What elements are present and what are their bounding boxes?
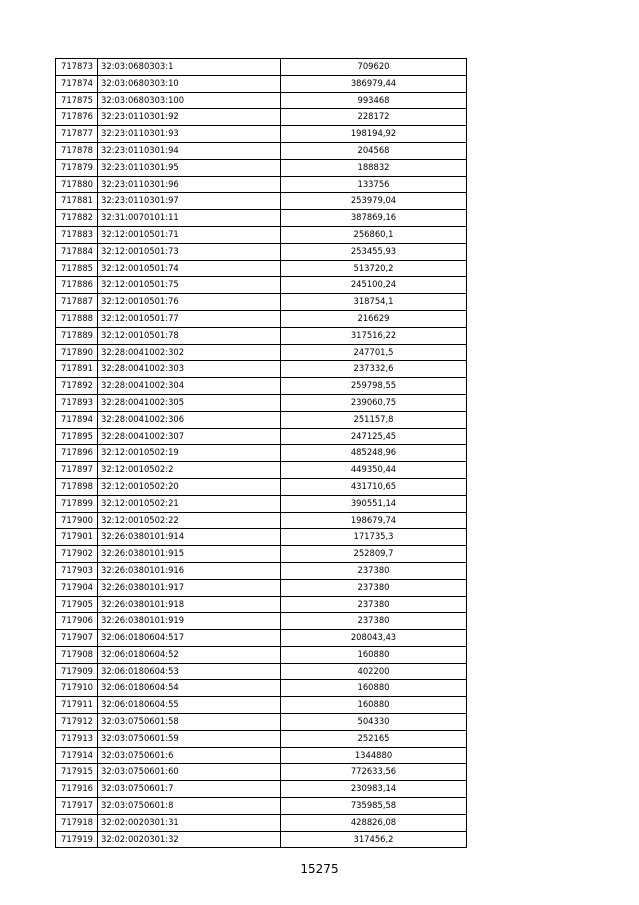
cadastral-number-cell: 32:03:0750601:7 <box>98 781 281 798</box>
cadastral-number-cell: 32:03:0750601:6 <box>98 747 281 764</box>
row-number-cell: 717875 <box>56 92 98 109</box>
value-cell: 245100,24 <box>281 277 467 294</box>
value-cell: 709620 <box>281 59 467 76</box>
cadastral-number-cell: 32:12:0010502:20 <box>98 478 281 495</box>
value-cell: 318754,1 <box>281 294 467 311</box>
value-cell: 171735,3 <box>281 529 467 546</box>
row-number-cell: 717918 <box>56 814 98 831</box>
value-cell: 208043,43 <box>281 630 467 647</box>
value-cell: 1344880 <box>281 747 467 764</box>
cadastral-number-cell: 32:03:0750601:8 <box>98 798 281 815</box>
row-number-cell: 717912 <box>56 714 98 731</box>
value-cell: 253979,04 <box>281 193 467 210</box>
row-number-cell: 717873 <box>56 59 98 76</box>
row-number-cell: 717896 <box>56 445 98 462</box>
value-cell: 228172 <box>281 109 467 126</box>
table-row <box>56 613 467 630</box>
row-number-cell: 717913 <box>56 730 98 747</box>
table-row <box>56 327 467 344</box>
table-row <box>56 495 467 512</box>
value-cell: 485248,96 <box>281 445 467 462</box>
table-row <box>56 462 467 479</box>
table-row <box>56 361 467 378</box>
value-cell: 188832 <box>281 159 467 176</box>
cadastral-number-cell: 32:23:0110301:96 <box>98 176 281 193</box>
row-number-cell: 717894 <box>56 411 98 428</box>
value-cell: 317516,22 <box>281 327 467 344</box>
value-cell: 237380 <box>281 596 467 613</box>
cadastral-number-cell: 32:23:0110301:92 <box>98 109 281 126</box>
cadastral-number-cell: 32:26:0380101:919 <box>98 613 281 630</box>
table-row <box>56 814 467 831</box>
row-number-cell: 717910 <box>56 680 98 697</box>
row-number-cell: 717891 <box>56 361 98 378</box>
cadastral-number-cell: 32:12:0010501:75 <box>98 277 281 294</box>
cadastral-number-cell: 32:12:0010502:22 <box>98 512 281 529</box>
value-cell: 252809,7 <box>281 546 467 563</box>
table-row <box>56 159 467 176</box>
table-row <box>56 75 467 92</box>
row-number-cell: 717889 <box>56 327 98 344</box>
value-cell: 237380 <box>281 562 467 579</box>
row-number-cell: 717906 <box>56 613 98 630</box>
row-number-cell: 717901 <box>56 529 98 546</box>
table-row <box>56 680 467 697</box>
cadastral-number-cell: 32:28:0041002:302 <box>98 344 281 361</box>
cadastral-number-cell: 32:03:0750601:60 <box>98 764 281 781</box>
value-cell: 386979,44 <box>281 75 467 92</box>
cadastral-number-cell: 32:03:0680303:100 <box>98 92 281 109</box>
cadastral-number-cell: 32:02:0020301:31 <box>98 814 281 831</box>
table-row <box>56 126 467 143</box>
cadastral-number-cell: 32:26:0380101:915 <box>98 546 281 563</box>
table-row <box>56 747 467 764</box>
value-cell: 247701,5 <box>281 344 467 361</box>
row-number-cell: 717892 <box>56 378 98 395</box>
value-cell: 390551,14 <box>281 495 467 512</box>
value-cell: 431710,65 <box>281 478 467 495</box>
row-number-cell: 717879 <box>56 159 98 176</box>
page-number: 15275 <box>300 862 339 876</box>
row-number-cell: 717888 <box>56 310 98 327</box>
row-number-cell: 717916 <box>56 781 98 798</box>
cadastral-number-cell: 32:12:0010502:2 <box>98 462 281 479</box>
row-number-cell: 717905 <box>56 596 98 613</box>
value-cell: 237380 <box>281 579 467 596</box>
cadastral-number-cell: 32:12:0010502:19 <box>98 445 281 462</box>
cadastral-number-cell: 32:28:0041002:306 <box>98 411 281 428</box>
table-row <box>56 394 467 411</box>
table-body <box>56 59 467 848</box>
value-cell: 216629 <box>281 310 467 327</box>
table-row <box>56 562 467 579</box>
cadastral-number-cell: 32:12:0010501:78 <box>98 327 281 344</box>
cadastral-number-cell: 32:31:0070101:11 <box>98 210 281 227</box>
value-cell: 204568 <box>281 142 467 159</box>
cadastral-number-cell: 32:06:0180604:55 <box>98 697 281 714</box>
value-cell: 259798,55 <box>281 378 467 395</box>
cadastral-number-cell: 32:23:0110301:94 <box>98 142 281 159</box>
value-cell: 237332,6 <box>281 361 467 378</box>
cadastral-value-table <box>55 58 467 848</box>
table-row <box>56 210 467 227</box>
table-row <box>56 260 467 277</box>
cadastral-number-cell: 32:23:0110301:97 <box>98 193 281 210</box>
cadastral-number-cell: 32:06:0180604:53 <box>98 663 281 680</box>
row-number-cell: 717881 <box>56 193 98 210</box>
table-row <box>56 478 467 495</box>
table-row <box>56 59 467 76</box>
value-cell: 160880 <box>281 697 467 714</box>
table-row <box>56 781 467 798</box>
value-cell: 252165 <box>281 730 467 747</box>
table-row <box>56 646 467 663</box>
table-row <box>56 176 467 193</box>
row-number-cell: 717876 <box>56 109 98 126</box>
table-row <box>56 92 467 109</box>
cadastral-number-cell: 32:12:0010501:73 <box>98 243 281 260</box>
row-number-cell: 717884 <box>56 243 98 260</box>
cadastral-number-cell: 32:02:0020301:32 <box>98 831 281 848</box>
value-cell: 428826,08 <box>281 814 467 831</box>
cadastral-number-cell: 32:03:0750601:59 <box>98 730 281 747</box>
row-number-cell: 717883 <box>56 226 98 243</box>
value-cell: 237380 <box>281 613 467 630</box>
table-row <box>56 277 467 294</box>
value-cell: 735985,58 <box>281 798 467 815</box>
cadastral-number-cell: 32:12:0010502:21 <box>98 495 281 512</box>
value-cell: 993468 <box>281 92 467 109</box>
table-row <box>56 294 467 311</box>
cadastral-number-cell: 32:03:0680303:1 <box>98 59 281 76</box>
value-cell: 160880 <box>281 680 467 697</box>
table-row <box>56 344 467 361</box>
value-cell: 160880 <box>281 646 467 663</box>
table-row <box>56 310 467 327</box>
row-number-cell: 717882 <box>56 210 98 227</box>
value-cell: 198679,74 <box>281 512 467 529</box>
table-row <box>56 142 467 159</box>
row-number-cell: 717915 <box>56 764 98 781</box>
table-row <box>56 546 467 563</box>
cadastral-number-cell: 32:23:0110301:95 <box>98 159 281 176</box>
cadastral-number-cell: 32:12:0010501:76 <box>98 294 281 311</box>
row-number-cell: 717900 <box>56 512 98 529</box>
cadastral-number-cell: 32:26:0380101:918 <box>98 596 281 613</box>
row-number-cell: 717880 <box>56 176 98 193</box>
table-row <box>56 512 467 529</box>
cadastral-number-cell: 32:28:0041002:304 <box>98 378 281 395</box>
cadastral-number-cell: 32:03:0680303:10 <box>98 75 281 92</box>
cadastral-number-cell: 32:26:0380101:914 <box>98 529 281 546</box>
table-row <box>56 428 467 445</box>
row-number-cell: 717917 <box>56 798 98 815</box>
row-number-cell: 717911 <box>56 697 98 714</box>
row-number-cell: 717902 <box>56 546 98 563</box>
value-cell: 504330 <box>281 714 467 731</box>
cadastral-number-cell: 32:12:0010501:77 <box>98 310 281 327</box>
value-cell: 230983,14 <box>281 781 467 798</box>
table-row <box>56 663 467 680</box>
table-row <box>56 226 467 243</box>
cadastral-number-cell: 32:12:0010501:74 <box>98 260 281 277</box>
row-number-cell: 717904 <box>56 579 98 596</box>
row-number-cell: 717908 <box>56 646 98 663</box>
cadastral-number-cell: 32:06:0180604:52 <box>98 646 281 663</box>
value-cell: 198194,92 <box>281 126 467 143</box>
row-number-cell: 717885 <box>56 260 98 277</box>
table-row <box>56 714 467 731</box>
row-number-cell: 717898 <box>56 478 98 495</box>
row-number-cell: 717878 <box>56 142 98 159</box>
table-row <box>56 411 467 428</box>
table-row <box>56 730 467 747</box>
cadastral-number-cell: 32:03:0750601:58 <box>98 714 281 731</box>
table-row <box>56 378 467 395</box>
row-number-cell: 717907 <box>56 630 98 647</box>
row-number-cell: 717903 <box>56 562 98 579</box>
table-row <box>56 697 467 714</box>
table-row <box>56 831 467 848</box>
value-cell: 402200 <box>281 663 467 680</box>
cadastral-number-cell: 32:26:0380101:916 <box>98 562 281 579</box>
table-row <box>56 445 467 462</box>
table-row <box>56 630 467 647</box>
row-number-cell: 717897 <box>56 462 98 479</box>
cadastral-number-cell: 32:28:0041002:303 <box>98 361 281 378</box>
cadastral-number-cell: 32:23:0110301:93 <box>98 126 281 143</box>
value-cell: 772633,56 <box>281 764 467 781</box>
cadastral-number-cell: 32:28:0041002:305 <box>98 394 281 411</box>
value-cell: 256860,1 <box>281 226 467 243</box>
cadastral-number-cell: 32:12:0010501:71 <box>98 226 281 243</box>
cadastral-number-cell: 32:06:0180604:517 <box>98 630 281 647</box>
row-number-cell: 717893 <box>56 394 98 411</box>
table-row <box>56 193 467 210</box>
row-number-cell: 717914 <box>56 747 98 764</box>
value-cell: 449350,44 <box>281 462 467 479</box>
value-cell: 247125,45 <box>281 428 467 445</box>
cadastral-number-cell: 32:26:0380101:917 <box>98 579 281 596</box>
row-number-cell: 717890 <box>56 344 98 361</box>
table-row <box>56 764 467 781</box>
row-number-cell: 717887 <box>56 294 98 311</box>
table-row <box>56 109 467 126</box>
value-cell: 317456,2 <box>281 831 467 848</box>
value-cell: 133756 <box>281 176 467 193</box>
row-number-cell: 717895 <box>56 428 98 445</box>
table-row <box>56 529 467 546</box>
row-number-cell: 717886 <box>56 277 98 294</box>
row-number-cell: 717899 <box>56 495 98 512</box>
value-cell: 387869,16 <box>281 210 467 227</box>
table-row <box>56 579 467 596</box>
row-number-cell: 717909 <box>56 663 98 680</box>
row-number-cell: 717877 <box>56 126 98 143</box>
table-row <box>56 243 467 260</box>
cadastral-number-cell: 32:06:0180604:54 <box>98 680 281 697</box>
value-cell: 239060,75 <box>281 394 467 411</box>
table-row <box>56 798 467 815</box>
value-cell: 253455,93 <box>281 243 467 260</box>
value-cell: 513720,2 <box>281 260 467 277</box>
row-number-cell: 717874 <box>56 75 98 92</box>
table-row <box>56 596 467 613</box>
value-cell: 251157,8 <box>281 411 467 428</box>
cadastral-number-cell: 32:28:0041002:307 <box>98 428 281 445</box>
row-number-cell: 717919 <box>56 831 98 848</box>
